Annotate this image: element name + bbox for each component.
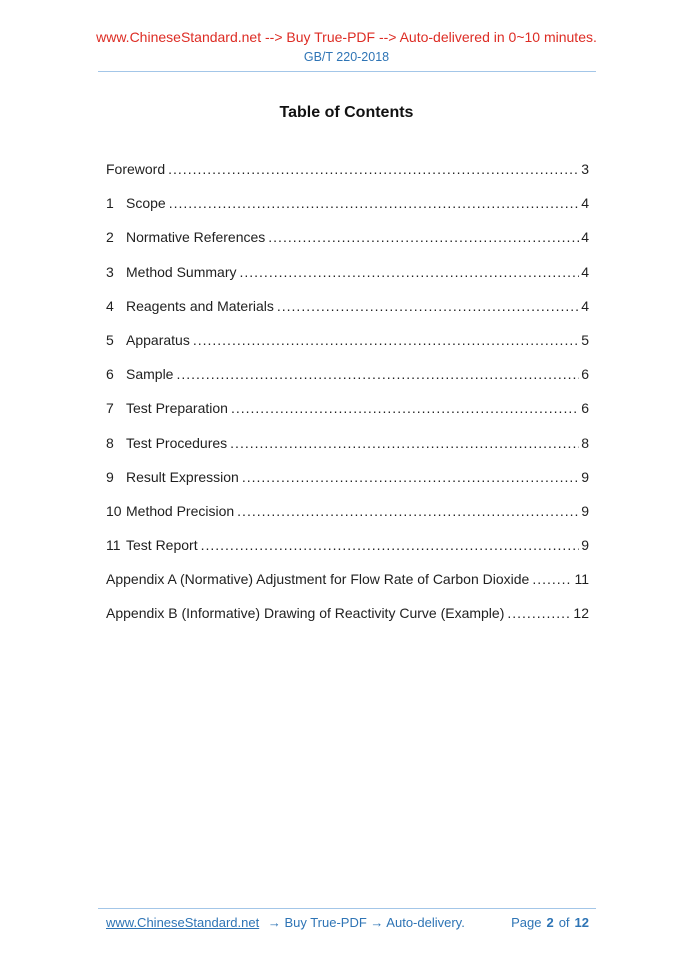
toc-entry-page: 6 — [581, 400, 589, 417]
toc-entry-number: 3 — [106, 263, 114, 280]
toc-entry-title: Apparatus — [126, 331, 190, 348]
toc-entry-page: 9 — [581, 537, 589, 554]
footer-promo — [106, 915, 465, 931]
toc-row-test-procedures — [106, 435, 589, 452]
footer-divider — [98, 908, 596, 909]
toc-entry-title: Method Precision — [126, 502, 235, 519]
toc-entry-page: 9 — [581, 468, 589, 485]
toc-entry-title: Sample — [126, 366, 174, 383]
toc-entry-title: Result Expression — [126, 468, 239, 485]
toc-entry-number: 9 — [106, 468, 114, 485]
of-label: of — [558, 915, 570, 930]
toc-leader-dots — [532, 571, 572, 588]
toc-row-method-precision — [106, 503, 589, 520]
toc-entry-page: 5 — [581, 331, 589, 348]
standard-code: GB/T 220-2018 — [303, 50, 390, 64]
toc-entry-number: 4 — [106, 297, 114, 314]
toc-entry-title: Reagents and Materials — [126, 297, 274, 314]
toc-leader-dots — [201, 537, 580, 554]
toc-entry-page: 3 — [581, 161, 589, 177]
toc-entry-page: 4 — [581, 263, 589, 280]
toc-entry-number: 2 — [106, 229, 114, 246]
page-current: 2 — [546, 915, 554, 930]
toc-entry-number: 5 — [106, 331, 114, 348]
toc-leader-dots — [176, 366, 579, 383]
toc-leader-dots — [168, 161, 579, 178]
toc-entry-number: 7 — [106, 400, 114, 417]
toc-entry-number: 10 — [106, 502, 122, 519]
toc-entry-page: 6 — [581, 366, 589, 383]
toc-entry-page: 9 — [581, 502, 589, 519]
header-divider — [98, 71, 596, 72]
toc-leader-dots — [242, 469, 579, 486]
toc-leader-dots — [268, 229, 579, 246]
toc-row-scope — [106, 195, 589, 212]
toc-entry-number: 6 — [106, 366, 114, 383]
toc-row-reagents-materials — [106, 298, 589, 315]
toc-leader-dots — [507, 605, 571, 622]
toc-leader-dots — [193, 332, 579, 349]
toc-entry-page: 11 — [574, 571, 589, 588]
toc-leader-dots — [277, 298, 579, 315]
page-total: 12 — [574, 915, 589, 930]
page-title: Table of Contents — [279, 104, 414, 121]
toc-row-sample — [106, 366, 589, 383]
toc-entry-title: Foreword — [106, 161, 166, 177]
toc-entry-title: Appendix B (Informative) Drawing of Reactivity Curve (Example) — [106, 605, 505, 622]
toc-leader-dots — [230, 435, 579, 452]
toc-row-appendix-b — [106, 605, 589, 622]
toc-row-foreword — [106, 161, 589, 178]
toc-entry-title: Test Report — [126, 537, 198, 554]
toc-entry-number: 8 — [106, 434, 114, 451]
toc-leader-dots — [169, 195, 580, 212]
toc-entry-page: 4 — [581, 297, 589, 314]
toc-row-test-preparation — [106, 400, 589, 417]
page-indicator — [511, 915, 589, 931]
toc-entry-page: 8 — [581, 434, 589, 451]
footer — [106, 915, 589, 931]
toc-entry-page: 12 — [573, 605, 589, 622]
toc-entry-page: 4 — [581, 195, 589, 212]
toc-row-method-summary — [106, 264, 589, 281]
footer-tail-text: → Buy True-PDF → Auto-delivery. — [267, 915, 465, 930]
toc-row-appendix-a — [106, 571, 589, 588]
toc-entry-page: 4 — [581, 229, 589, 246]
toc-leader-dots — [237, 503, 579, 520]
toc-row-result-expression — [106, 469, 589, 486]
page-label: Page — [511, 915, 542, 930]
toc-row-test-report — [106, 537, 589, 554]
toc-entry-title: Test Preparation — [126, 400, 228, 417]
toc-entry-number: 11 — [106, 537, 121, 554]
toc-entry-number: 1 — [106, 195, 114, 212]
header-promo-link[interactable]: www.ChineseStandard.net --> Buy True-PDF --> Auto-delivered in 0~10 minutes. — [96, 29, 597, 45]
toc-leader-dots — [239, 264, 579, 281]
toc-list — [106, 161, 589, 640]
toc-entry-title: Appendix A (Normative) Adjustment for Flow Rate of Carbon Dioxide — [106, 571, 530, 588]
toc-entry-title: Scope — [126, 195, 166, 212]
toc-row-normative-references — [106, 229, 589, 246]
toc-leader-dots — [231, 400, 579, 417]
toc-entry-title: Test Procedures — [126, 434, 228, 451]
toc-entry-title: Method Summary — [126, 263, 237, 280]
toc-row-apparatus — [106, 332, 589, 349]
toc-entry-title: Normative References — [126, 229, 266, 246]
footer-link[interactable]: www.ChineseStandard.net — [106, 915, 260, 930]
